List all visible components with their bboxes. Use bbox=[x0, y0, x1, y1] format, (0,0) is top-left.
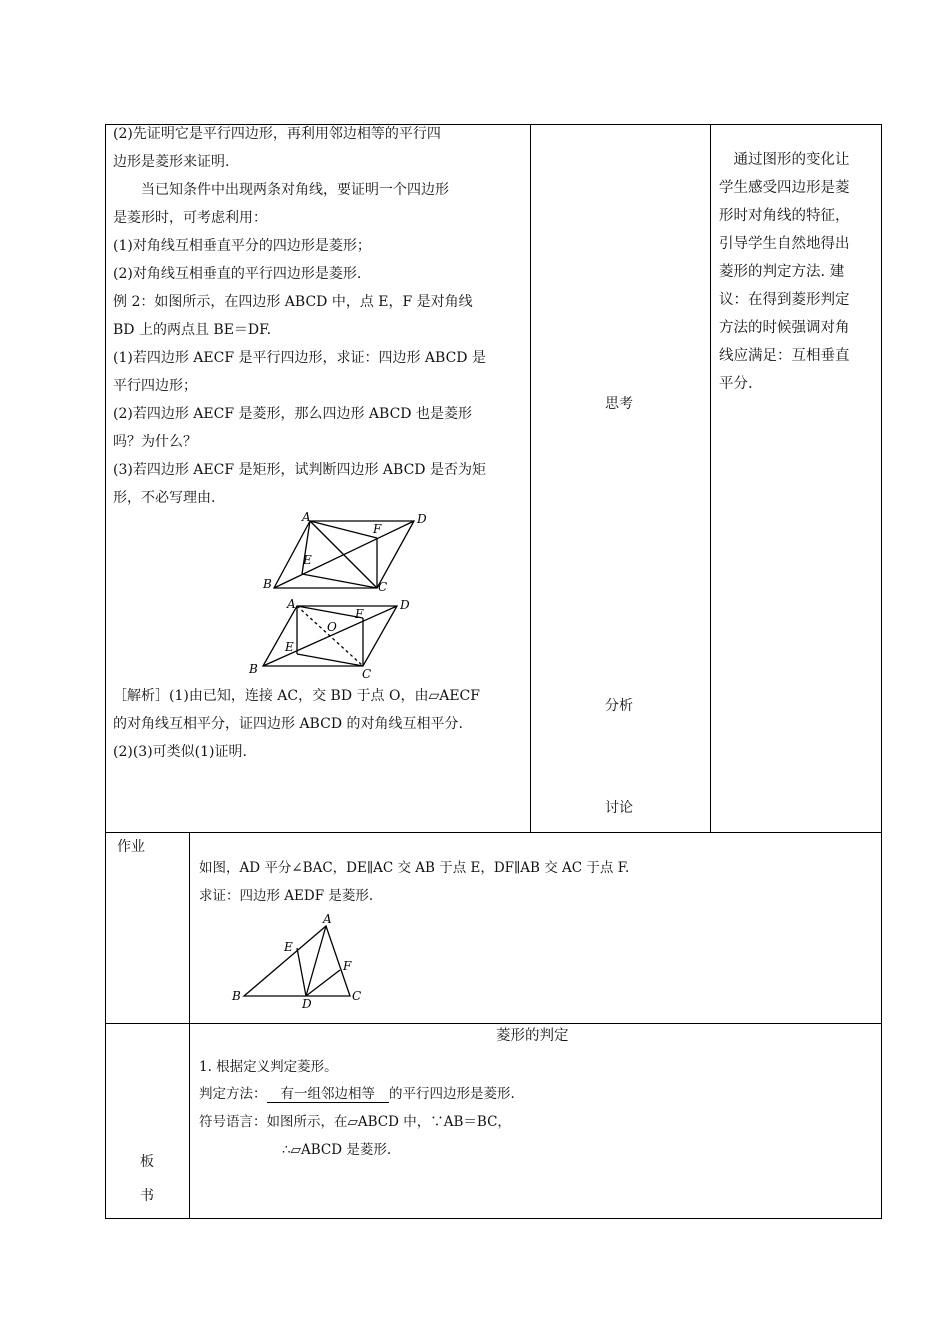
homework-figure bbox=[228, 910, 368, 1010]
figure-label: F bbox=[343, 959, 352, 973]
text-line: (2)(3)可类似(1)证明. bbox=[113, 744, 247, 760]
text-line: 形，不必写理由. bbox=[113, 490, 216, 506]
text-line: BD 上的两点且 BE＝DF. bbox=[113, 322, 272, 338]
figure-2-diagram bbox=[245, 596, 420, 680]
text-line: 形时对角线的特征， bbox=[719, 208, 850, 224]
text-line: 方法的时候强调对角 bbox=[719, 320, 850, 336]
table-bottom-border bbox=[105, 1218, 882, 1219]
method-prefix: 判定方法： bbox=[199, 1086, 267, 1102]
text-line: 菱形的判定方法. 建 bbox=[719, 264, 845, 280]
figure-label: B bbox=[232, 989, 241, 1003]
activity-discuss: 讨论 bbox=[605, 800, 633, 816]
figure-label: A bbox=[302, 510, 311, 524]
text-line: 议：在得到菱形判定 bbox=[719, 292, 850, 308]
table-left-border bbox=[105, 124, 106, 1219]
board-label-bottom: 书 bbox=[140, 1188, 154, 1204]
text-line: 边形是菱形来证明. bbox=[113, 154, 230, 170]
text-line: 引导学生自然地得出 bbox=[719, 236, 850, 252]
homework-line-1: 如图，AD 平分∠BAC，DE∥AC 交 AB 于点 E，DF∥AB 交 AC 于点 F. bbox=[199, 860, 630, 876]
label-col-divider bbox=[189, 832, 190, 1219]
figure-label: D bbox=[302, 997, 312, 1010]
text-line: 例 2：如图所示，在四边形 ABCD 中，点 E，F 是对角线 bbox=[113, 294, 473, 310]
text-line: 当已知条件中出现两条对角线，要证明一个四边形 bbox=[113, 182, 449, 198]
figure-label: E bbox=[303, 553, 312, 567]
figure-label: B bbox=[263, 577, 272, 591]
board-title: 菱形的判定 bbox=[496, 1028, 569, 1044]
text-line: 学生感受四边形是菱 bbox=[719, 180, 850, 196]
figure-label: F bbox=[373, 522, 382, 536]
row-divider-1 bbox=[105, 832, 882, 833]
activity-analyze: 分析 bbox=[605, 698, 633, 714]
analysis-text bbox=[113, 682, 480, 766]
text-line: 线应满足：互相垂直 bbox=[719, 348, 850, 364]
activity-think: 思考 bbox=[605, 396, 633, 412]
text-line: 平分. bbox=[719, 376, 753, 392]
design-intent-text bbox=[719, 146, 850, 398]
text-line: 的对角线互相平分，证四边形 ABCD 的对角线互相平分. bbox=[113, 716, 463, 732]
text-line: (2)先证明它是平行四边形，再利用邻边相等的平行四 bbox=[113, 126, 441, 142]
text-line: (2)若四边形 AECF 是菱形，那么四边形 ABCD 也是菱形 bbox=[113, 406, 472, 422]
board-line-1: 1. 根据定义判定菱形。 bbox=[199, 1059, 338, 1075]
text-line: 是菱形时，可考虑利用： bbox=[113, 210, 267, 226]
method-suffix: 的平行四边形是菱形. bbox=[389, 1086, 515, 1102]
figure-label: B bbox=[249, 662, 258, 676]
text-line: 平行四边形； bbox=[113, 378, 197, 394]
text-line: 通过图形的变化让 bbox=[719, 152, 850, 168]
figure-label: E bbox=[285, 640, 294, 654]
figure-label: O bbox=[327, 620, 337, 634]
board-label-top: 板 bbox=[140, 1154, 154, 1170]
figure-label: C bbox=[378, 580, 388, 594]
figure-label: D bbox=[400, 598, 410, 612]
text-line: (2)对角线互相垂直的平行四边形是菱形. bbox=[113, 266, 362, 282]
text-line: ［解析］(1)由已知，连接 AC，交 BD 于点 O，由▱AECF bbox=[113, 688, 480, 704]
lesson-text bbox=[113, 120, 486, 512]
board-method-line bbox=[199, 1084, 515, 1104]
figure-label: C bbox=[362, 667, 372, 680]
figure-label: E bbox=[284, 940, 293, 954]
col-divider-2 bbox=[710, 124, 711, 833]
homework-label: 作业 bbox=[117, 839, 145, 855]
figure-label: D bbox=[417, 512, 427, 526]
text-line: (1)对角线互相垂直平分的四边形是菱形； bbox=[113, 238, 371, 254]
row-divider-2 bbox=[105, 1023, 882, 1024]
board-conclusion: ∴▱ABCD 是菱形. bbox=[282, 1142, 392, 1158]
homework-line-2: 求证：四边形 AEDF 是菱形. bbox=[199, 888, 374, 904]
text-line: 吗？为什么？ bbox=[113, 434, 197, 450]
figure-label: F bbox=[355, 607, 364, 621]
text-line: (1)若四边形 AECF 是平行四边形，求证：四边形 ABCD 是 bbox=[113, 350, 486, 366]
board-symbol-line: 符号语言：如图所示，在▱ABCD 中，∵AB＝BC， bbox=[199, 1114, 511, 1130]
col-divider-1 bbox=[530, 124, 531, 833]
method-blank: 有一组邻边相等 bbox=[267, 1086, 390, 1103]
figure-label: A bbox=[323, 912, 332, 926]
text-line: (3)若四边形 AECF 是矩形，试判断四边形 ABCD 是否为矩 bbox=[113, 462, 486, 478]
figure-1-diagram bbox=[260, 508, 440, 598]
figure-label: C bbox=[352, 989, 362, 1003]
table-right-border bbox=[881, 124, 882, 1219]
figure-label: A bbox=[287, 597, 296, 611]
